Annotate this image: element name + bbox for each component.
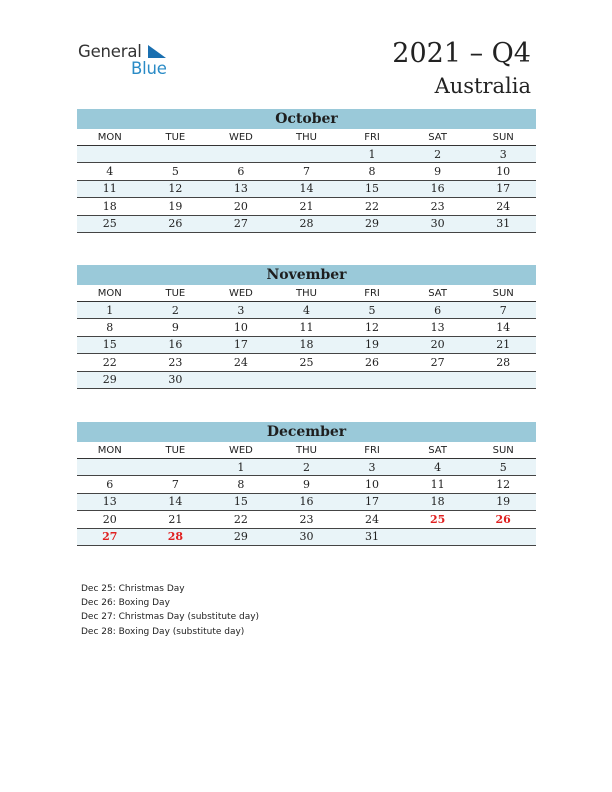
weekday-header: SAT (405, 442, 471, 459)
day-cell: 6 (208, 163, 274, 180)
weekday-header: SAT (405, 129, 471, 146)
generalblue-logo (78, 42, 178, 78)
week-row (77, 336, 536, 353)
weekday-header: THU (274, 285, 340, 302)
month-title: November (77, 265, 536, 285)
day-cell: 4 (77, 163, 143, 180)
day-cell: 1 (77, 302, 143, 319)
day-cell: 4 (274, 302, 340, 319)
weekday-header: THU (274, 129, 340, 146)
day-cell (470, 528, 536, 545)
day-cell: 15 (208, 493, 274, 510)
day-cell: 10 (339, 476, 405, 493)
month-title: December (77, 422, 536, 442)
holiday-note: Dec 26: Boxing Day (81, 598, 170, 609)
day-cell: 26 (339, 354, 405, 371)
week-row (77, 198, 536, 215)
day-cell: 8 (339, 163, 405, 180)
holiday-day-cell: 25 (405, 511, 471, 528)
day-cell: 27 (405, 354, 471, 371)
day-cell: 5 (143, 163, 209, 180)
day-cell: 11 (274, 319, 340, 336)
week-row (77, 371, 536, 388)
logo-flag-icon (146, 44, 168, 60)
day-cell (143, 459, 209, 476)
holiday-note: Dec 25: Christmas Day (81, 584, 185, 594)
month-title: October (77, 109, 536, 129)
day-cell: 30 (405, 215, 471, 232)
day-cell: 26 (143, 215, 209, 232)
day-cell: 14 (143, 493, 209, 510)
day-cell: 18 (77, 198, 143, 215)
month-calendar-october (77, 109, 536, 233)
weekday-header: FRI (339, 129, 405, 146)
week-row (77, 354, 536, 371)
day-cell: 31 (470, 215, 536, 232)
day-cell: 27 (208, 215, 274, 232)
month-calendar-december (77, 422, 536, 546)
holiday-note: Dec 27: Christmas Day (substitute day) (81, 612, 260, 623)
day-cell: 16 (143, 336, 209, 353)
holiday-note: Dec 28: Boxing Day (substitute day) (81, 626, 245, 637)
day-cell (339, 371, 405, 388)
quarter-title: 2021 – Q4 (392, 38, 531, 69)
day-cell: 20 (405, 336, 471, 353)
day-cell: 1 (339, 146, 405, 163)
day-cell: 24 (208, 354, 274, 371)
day-cell: 24 (470, 198, 536, 215)
day-cell (77, 459, 143, 476)
weekday-header: FRI (339, 285, 405, 302)
week-row (77, 163, 536, 180)
holiday-day-cell: 27 (77, 528, 143, 545)
day-cell: 7 (274, 163, 340, 180)
week-row (77, 180, 536, 197)
day-cell: 23 (274, 511, 340, 528)
day-cell: 3 (339, 459, 405, 476)
week-row (77, 146, 536, 163)
day-cell: 5 (339, 302, 405, 319)
week-row (77, 511, 536, 528)
day-cell: 8 (77, 319, 143, 336)
week-row (77, 528, 536, 545)
day-cell: 21 (274, 198, 340, 215)
day-cell: 22 (208, 511, 274, 528)
day-cell: 9 (405, 163, 471, 180)
day-cell: 16 (405, 180, 471, 197)
day-cell: 28 (274, 215, 340, 232)
day-cell: 2 (143, 302, 209, 319)
weekday-header: WED (208, 129, 274, 146)
month-grid (77, 285, 536, 389)
logo-blue-text: Blue (131, 59, 167, 78)
day-cell: 12 (470, 476, 536, 493)
day-cell (77, 146, 143, 163)
day-cell: 22 (339, 198, 405, 215)
weekday-header: SUN (470, 442, 536, 459)
day-cell: 7 (470, 302, 536, 319)
week-row (77, 476, 536, 493)
day-cell: 10 (208, 319, 274, 336)
week-row (77, 319, 536, 336)
day-cell: 3 (208, 302, 274, 319)
day-cell: 17 (339, 493, 405, 510)
weekday-header: FRI (339, 442, 405, 459)
day-cell: 14 (470, 319, 536, 336)
day-cell: 19 (143, 198, 209, 215)
weekday-header: MON (77, 129, 143, 146)
day-cell: 23 (405, 198, 471, 215)
day-cell: 4 (405, 459, 471, 476)
logo-general-text: General (78, 42, 142, 61)
day-cell: 20 (208, 198, 274, 215)
day-cell: 20 (77, 511, 143, 528)
day-cell: 11 (77, 180, 143, 197)
day-cell: 21 (143, 511, 209, 528)
day-cell: 16 (274, 493, 340, 510)
day-cell: 2 (405, 146, 471, 163)
day-cell: 11 (405, 476, 471, 493)
day-cell: 2 (274, 459, 340, 476)
day-cell: 15 (339, 180, 405, 197)
day-cell: 5 (470, 459, 536, 476)
day-cell: 15 (77, 336, 143, 353)
weekday-header: SUN (470, 285, 536, 302)
day-cell: 14 (274, 180, 340, 197)
day-cell (208, 371, 274, 388)
day-cell (405, 528, 471, 545)
week-row (77, 302, 536, 319)
holiday-notes (81, 582, 259, 639)
day-cell: 10 (470, 163, 536, 180)
day-cell (470, 371, 536, 388)
week-row (77, 459, 536, 476)
weekday-header: MON (77, 442, 143, 459)
weekday-header: THU (274, 442, 340, 459)
day-cell: 25 (77, 215, 143, 232)
day-cell: 12 (339, 319, 405, 336)
day-cell: 18 (274, 336, 340, 353)
day-cell: 17 (470, 180, 536, 197)
day-cell: 12 (143, 180, 209, 197)
day-cell: 24 (339, 511, 405, 528)
day-cell (274, 371, 340, 388)
day-cell: 6 (405, 302, 471, 319)
day-cell: 1 (208, 459, 274, 476)
day-cell (143, 146, 209, 163)
day-cell: 30 (143, 371, 209, 388)
day-cell: 25 (274, 354, 340, 371)
day-cell: 8 (208, 476, 274, 493)
weekday-header: WED (208, 285, 274, 302)
week-row (77, 215, 536, 232)
day-cell: 17 (208, 336, 274, 353)
holiday-day-cell: 26 (470, 511, 536, 528)
day-cell (274, 146, 340, 163)
weekday-header: SUN (470, 129, 536, 146)
day-cell: 13 (208, 180, 274, 197)
day-cell: 18 (405, 493, 471, 510)
day-cell: 23 (143, 354, 209, 371)
month-grid (77, 129, 536, 233)
day-cell (208, 146, 274, 163)
month-calendar-november (77, 265, 536, 389)
day-cell: 3 (470, 146, 536, 163)
day-cell (405, 371, 471, 388)
day-cell: 13 (77, 493, 143, 510)
day-cell: 31 (339, 528, 405, 545)
weekday-header: TUE (143, 442, 209, 459)
weekday-header: SAT (405, 285, 471, 302)
month-grid (77, 442, 536, 546)
day-cell: 21 (470, 336, 536, 353)
day-cell: 19 (470, 493, 536, 510)
day-cell: 6 (77, 476, 143, 493)
holiday-day-cell: 28 (143, 528, 209, 545)
day-cell: 30 (274, 528, 340, 545)
week-row (77, 493, 536, 510)
weekday-header: WED (208, 442, 274, 459)
day-cell: 19 (339, 336, 405, 353)
day-cell: 29 (77, 371, 143, 388)
country-name: Australia (434, 74, 531, 98)
weekday-header: MON (77, 285, 143, 302)
day-cell: 22 (77, 354, 143, 371)
day-cell: 13 (405, 319, 471, 336)
day-cell: 29 (208, 528, 274, 545)
weekday-header: TUE (143, 129, 209, 146)
day-cell: 28 (470, 354, 536, 371)
day-cell: 7 (143, 476, 209, 493)
day-cell: 29 (339, 215, 405, 232)
day-cell: 9 (143, 319, 209, 336)
day-cell: 9 (274, 476, 340, 493)
weekday-header: TUE (143, 285, 209, 302)
